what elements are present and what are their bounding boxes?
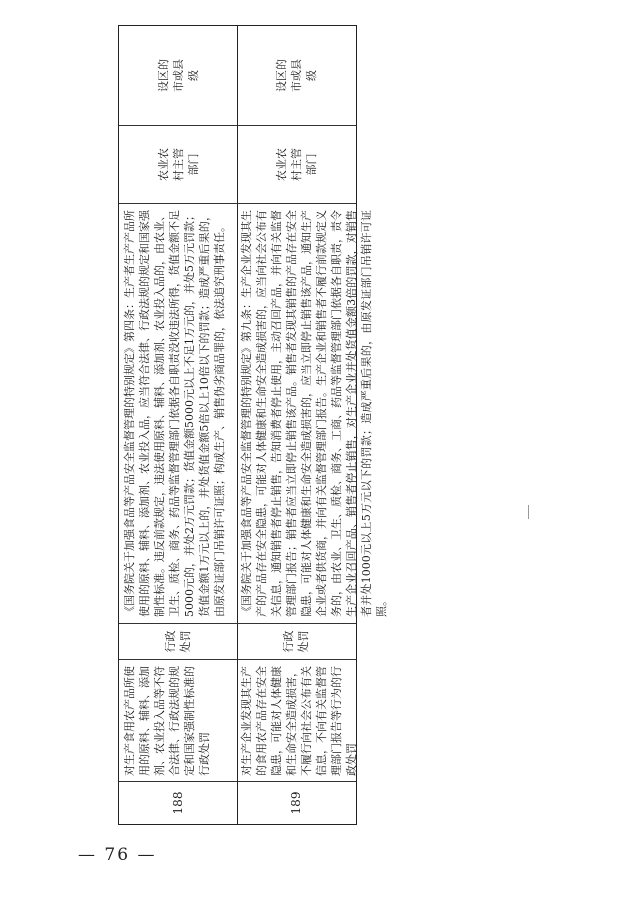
legal-basis: 《国务院关于加强食品等产品安全监督管理的特别规定》第九条：生产企业发现其生产的产品存在安全隐患，可能对人体健康和生命安全造成损害的，应当向社会公布有关信息，通知销售者停止销售，告知消费者停止使用，主动召回产品，并向有关监督管理部门报告；销售者应当立即停止销售该产品。销售者发现其销售的产品存在安全隐患，可能对人体健康和生命安全造成损害的，应当立即停止销售该产品，通知生产企业或者供货商，并向有关监督管理部门报告。生产企业和销售者不履行前款规定义务的，由农业、卫生、质检、商务、工商、药品等监督管理部门依据各自职责，责令生产企业召回产品、销售者停止销售，对生产企业并处货值金额3倍的罚款，对销售者并处1000元以上5万元以下的罚款；造成严重后果的，由原发证部门吊销许可证照。 [236,203,356,623]
responsible-dept: 农业农村主管部门 [119,125,237,203]
responsible-dept: 农业农村主管部门 [236,125,356,203]
rotated-table [118,25,418,825]
scan-mark [528,505,529,519]
admin-level: 设区的市或县级 [236,25,356,125]
admin-level: 设区的市或县级 [119,25,237,125]
row-number: 189 [236,781,356,825]
table-row [118,25,238,825]
item-type: 行政处罚 [119,623,237,659]
row-number: 188 [119,781,237,825]
item-name: 对生产食用农产品所使用的原料、辅料、添加剂、农业投入品等不符合法律、行政法规的规定和国家强制性标准的行政处罚 [119,659,237,781]
item-name: 对生产企业发现其生产的食用农产品存在安全隐患，可能对人体健康和生命安全造成损害，不履行向社会公布有关信息，不向有关监督管理部门报告等行为的行政处罚 [236,659,356,781]
legal-basis: 《国务院关于加强食品等产品安全监督管理的特别规定》第四条：生产者生产产品所使用的原料、辅料、添加剂、农业投入品，应当符合法律、行政法规的规定和国家强制性标准。违反前款规定，违法使用原料、辅料、添加剂、农业投入品的，由农业、卫生、质检、商务、药品等监督管理部门依据各自职责没收违法所得，货值金额不足5000元的，并处2万元罚款；货值金额5000元以上不足1万元的，并处5万元罚款；货值金额1万元以上的，并处货值金额5倍以上10倍以下的罚款；造成严重后果的，由原发证部门吊销许可证照；构成生产、销售伪劣商品罪的，依法追究刑事责任。 [119,203,237,623]
item-type: 行政处罚 [236,623,356,659]
page-number: — 76 — [78,845,157,865]
table-row [236,25,388,825]
